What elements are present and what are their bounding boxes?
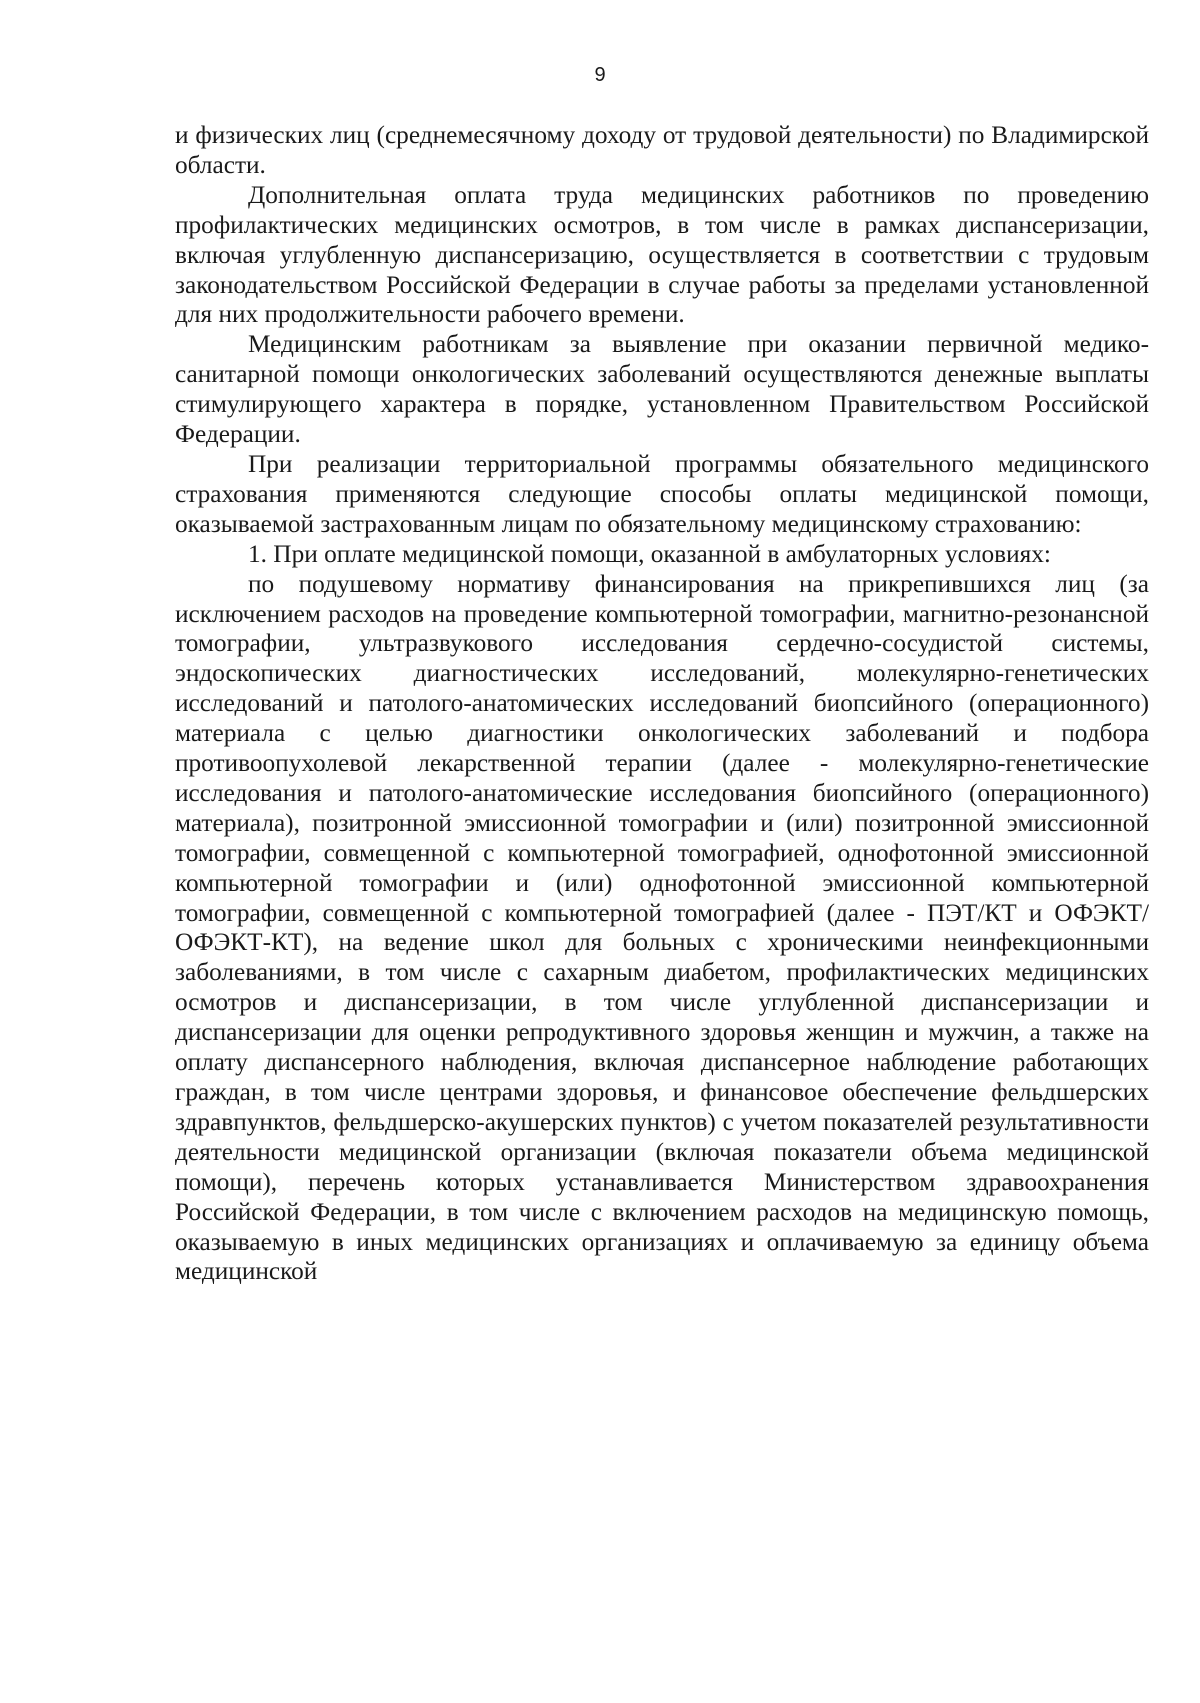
paragraph-additional-pay: Дополнительная оплата труда медицинских работников по проведению профилактических медицинских осмотров, в том числе в рамках диспансеризации, включая углубленную диспансеризацию, осуществляется в соответствии с трудовым законодательством Российской Федерации в случае работы за пределами установленной для них продолжительности рабочего времени.: [175, 180, 1149, 329]
paragraph-payment-methods: При реализации территориальной программы обязательного медицинского страхования применяются следующие способы оплаты медицинской помощи, оказываемой застрахованным лицам по обязательному медицинскому страхованию:: [175, 449, 1149, 538]
document-body: [175, 121, 1149, 1287]
paragraph-per-capita-norm: по подушевому нормативу финансирования на прикрепившихся лиц (за исключением расходов на проведение компьютерной томографии, магнитно-резонансной томографии, ультразвукового исследования сердечно-сосудистой системы, эндоскопических диагностических исследований, молекулярно-генетических исследований и патолого-анатомических исследований биопсийного (операционного) материала с целью диагностики онкологических заболеваний и подбора противоопухолевой лекарственной терапии (далее - молекулярно-генетические исследования и патолого-анатомические исследования биопсийного (операционного) материала), позитронной эмиссионной томографии и (или) позитронной эмиссионной томографии, совмещенной с компьютерной томографией, однофотонной эмиссионной компьютерной томографии и (или) однофотонной эмиссионной компьютерной томографии, совмещенной с компьютерной томографией (далее - ПЭТ/КТ и ОФЭКТ/ОФЭКТ-КТ), на ведение школ для больных с хроническими неинфекционными заболеваниями, в том числе с сахарным диабетом, профилактических медицинских осмотров и диспансеризации, в том числе углубленной диспансеризации и диспансеризации для оценки репродуктивного здоровья женщин и мужчин, а также на оплату диспансерного наблюдения, включая диспансерное наблюдение работающих граждан, в том числе центрами здоровья, и финансовое обеспечение фельдшерских здравпунктов, фельдшерско-акушерских пунктов) с учетом показателей результативности деятельности медицинской организации (включая показатели объема медицинской помощи), перечень которых устанавливается Министерством здравоохранения Российской Федерации, в том числе с включением расходов на медицинскую помощь, оказываемую в иных медицинских организациях и оплачиваемую за единицу объема медицинской: [175, 569, 1149, 1286]
paragraph-item-1-outpatient: 1. При оплате медицинской помощи, оказанной в амбулаторных условиях:: [248, 539, 1051, 568]
page-number: 9: [594, 64, 606, 86]
paragraph-oncology-payments: Медицинским работникам за выявление при оказании первичной медико-санитарной помощи онкологических заболеваний осуществляются денежные выплаты стимулирующего характера в порядке, установленном Правительством Российской Федерации.: [175, 330, 1149, 449]
paragraph-continuation: и физических лиц (среднемесячному доходу от трудовой деятельности) по Владимирской области.: [175, 121, 1149, 179]
